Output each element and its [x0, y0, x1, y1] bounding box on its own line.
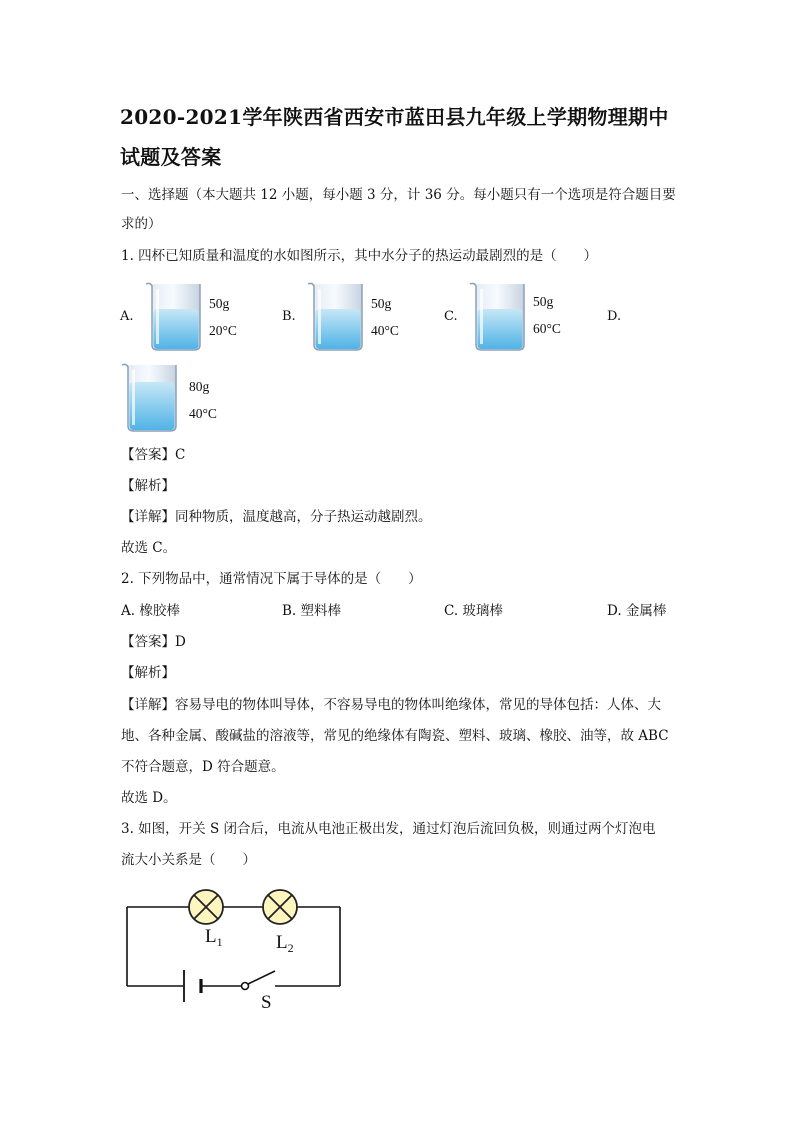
lamp-icon-l1 [189, 890, 223, 924]
option-letter: A. [120, 309, 134, 324]
q2-option-a: A. 橡胶棒 [121, 603, 180, 619]
temperature-label: 40°C [371, 323, 399, 338]
q3-stem-line1: 3. 如图，开关 S 闭合后，电流从电池正极出发，通过灯泡后流回负极，则通过两个灯泡电 [121, 821, 656, 837]
beaker-icon [468, 281, 530, 353]
q1-stem: 1. 四杯已知质量和温度的水如图所示，其中水分子的热运动最剧烈的是（ ） [121, 248, 598, 264]
switch-icon [242, 971, 276, 990]
temperature-label: 60°C [533, 321, 561, 336]
section-header-line1: 一、选择题（本大题共 12 小题，每小题 3 分，计 36 分。每小题只有一个选项是符合题目要 [121, 187, 676, 203]
q2-detail-line1: 【详解】容易导电的物体叫导体，不容易导电的物体叫绝缘体，常见的导体包括：人体、大 [121, 697, 661, 713]
q2-answer: 【答案】D [121, 634, 186, 650]
q2-stem: 2. 下列物品中，通常情况下属于导体的是（ ） [121, 571, 422, 587]
beaker-icon [144, 281, 206, 353]
mass-label: 50g [209, 296, 230, 311]
lamp2-label: $L_2$ [276, 932, 294, 955]
q2-option-b: B. 塑料棒 [282, 603, 342, 619]
beaker-icon [306, 281, 368, 353]
lamp-icon-l2 [263, 890, 297, 924]
beaker-icon [118, 362, 184, 434]
option-letter: C. [444, 309, 458, 324]
q1-answer: 【答案】C [121, 447, 186, 463]
q1-analysis-heading: 【解析】 [121, 478, 175, 494]
q2-conclusion: 故选 D。 [121, 790, 177, 806]
option-letter: D. [607, 309, 622, 324]
battery-icon [184, 970, 201, 1002]
document-title-line2: 试题及答案 [120, 145, 222, 169]
q3-stem-line2: 流大小关系是（ ） [121, 852, 256, 868]
section-header-line2: 求的） [121, 216, 162, 232]
temperature-label: 40°C [189, 406, 217, 421]
lamp1-label: $L_1$ [205, 926, 223, 949]
q2-option-c: C. 玻璃棒 [444, 603, 503, 619]
q1-conclusion: 故选 C。 [121, 540, 177, 556]
q1-detail: 【详解】同种物质，温度越高，分子热运动越剧烈。 [121, 509, 432, 525]
q2-detail-line3: 不符合题意，D 符合题意。 [121, 759, 285, 775]
mass-label: 80g [189, 379, 210, 394]
mass-label: 50g [533, 294, 554, 309]
q2-analysis-heading: 【解析】 [121, 665, 175, 681]
circuit-diagram [118, 882, 358, 1012]
switch-label: S [261, 992, 272, 1012]
document-title-line1: 2020-2021学年陕西省西安市蓝田县九年级上学期物理期中 [120, 105, 669, 129]
temperature-label: 20°C [209, 323, 237, 338]
q2-detail-line2: 地、各种金属、酸碱盐的溶液等，常见的绝缘体有陶瓷、塑料、玻璃、橡胶、油等，故 ABC [121, 728, 669, 744]
mass-label: 50g [371, 296, 392, 311]
option-letter: B. [282, 309, 296, 324]
circuit-wires [127, 907, 340, 986]
q2-option-d: D. 金属棒 [607, 603, 667, 619]
